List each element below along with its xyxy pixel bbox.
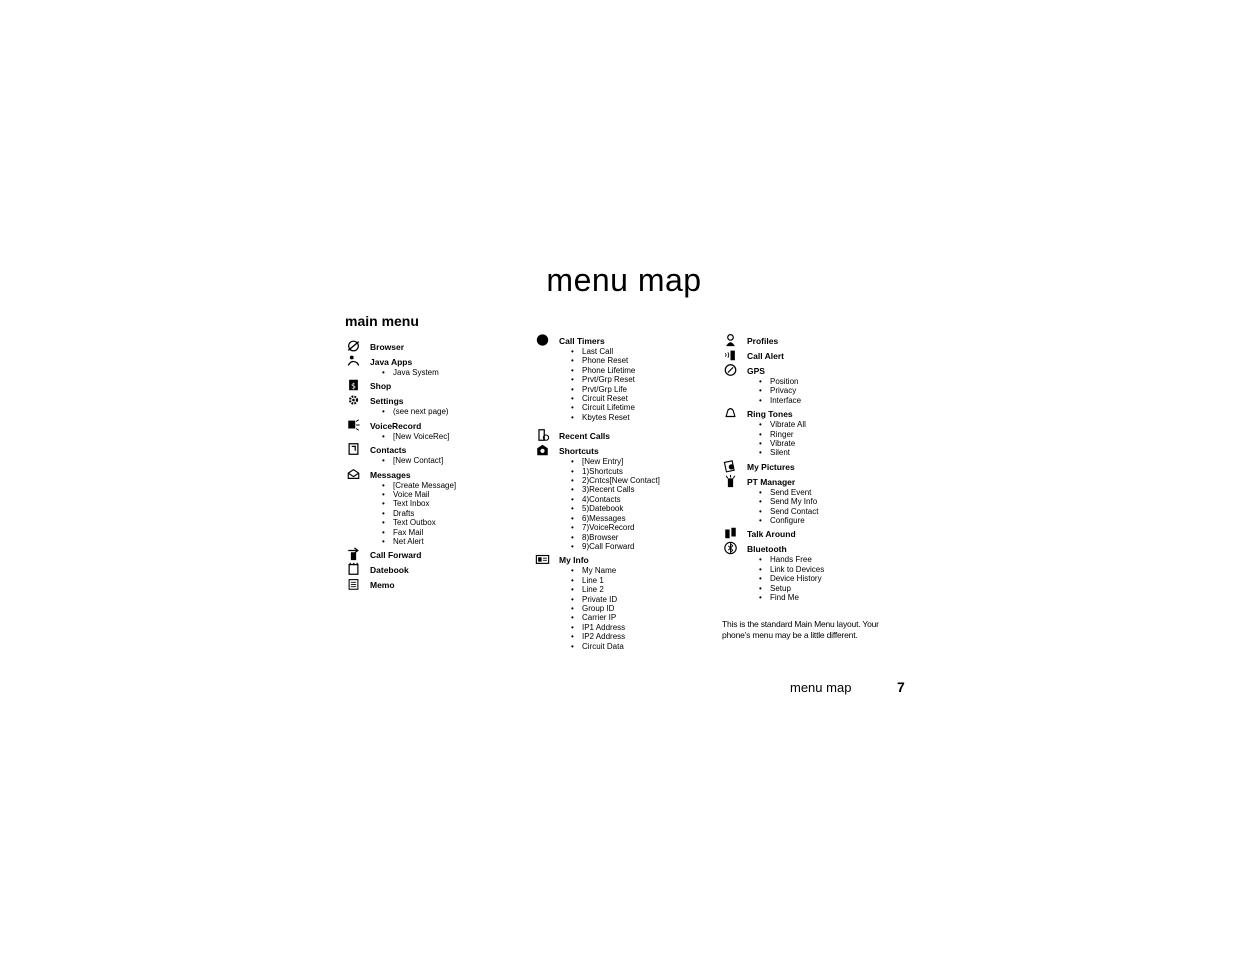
menu-entry [345,467,525,547]
menu-entry-label: Call Alert [747,351,785,361]
submenu-item: • Prvt/Grp Reset [571,375,714,384]
submenu-item: • Drafts [382,509,525,518]
submenu-item: • Group ID [571,604,714,613]
submenu-item: • Fax Mail [382,528,525,537]
submenu-item: • 5)Datebook [571,504,714,513]
menu-entry-label: VoiceRecord [370,420,422,431]
menu-entry-label: Browser [370,342,405,352]
section-heading: main menu [345,313,419,329]
submenu-item: • 9)Call Forward [571,542,714,551]
submenu-item: • [New Entry] [571,457,714,466]
submenu-item: • Text Outbox [382,518,525,527]
menu-entry-label: PT Manager [747,476,796,487]
my-pictures-icon [722,459,738,473]
menu-entry-label: Recent Calls [559,431,611,442]
submenu-list [370,368,525,377]
menu-entry-label: Talk Around [747,529,796,540]
settings-icon [345,393,361,407]
submenu-item: • Find Me [759,593,902,602]
menu-entry-label: Bluetooth [747,544,787,555]
submenu-item: • Send Event [759,488,902,497]
submenu-item: • 8)Browser [571,533,714,542]
submenu-item: • Privacy [759,386,902,395]
browser-icon [345,339,361,353]
menu-column-3 [722,333,902,641]
submenu-item: • IP2 Address [571,632,714,641]
submenu-item: • Phone Lifetime [571,366,714,375]
menu-column-2 [534,333,714,652]
footer-section-label: menu map [790,680,852,695]
submenu-list [559,347,714,422]
submenu-item: • Phone Reset [571,356,714,365]
submenu-item: • Java System [382,368,525,377]
menu-entry-label: Shortcuts [559,446,599,457]
my-info-icon [534,552,550,566]
submenu-list [370,456,525,465]
menu-entry-label: Call Timers [559,336,605,346]
call-alert-icon [722,348,738,362]
menu-entry [345,562,525,576]
submenu-item: • Interface [759,396,902,405]
submenu-item: • Net Alert [382,537,525,546]
menu-entry [534,333,714,422]
profiles-icon [722,333,738,347]
submenu-item: • 6)Messages [571,514,714,523]
page-number: 7 [897,679,905,695]
submenu-item: • Last Call [571,347,714,356]
menu-entry [345,547,525,561]
menu-entry-label: Call Forward [370,550,422,561]
menu-entry [722,459,902,473]
submenu-list [559,566,714,651]
menu-entry-label: My Info [559,555,589,566]
submenu-item: • Carrier IP [571,613,714,622]
messages-icon [345,467,361,481]
bluetooth-icon [722,541,738,555]
java-apps-icon [345,354,361,368]
submenu-item: • Setup [759,584,902,593]
menu-entry [722,333,902,347]
menu-entry-label: Contacts [370,445,407,456]
menu-entry [345,393,525,416]
submenu-list [747,555,902,602]
submenu-item: • (see next page) [382,407,525,416]
submenu-item: • Link to Devices [759,565,902,574]
menu-entry-label: Shop [370,381,392,392]
submenu-item: • Hands Free [759,555,902,564]
submenu-item: • Text Inbox [382,499,525,508]
submenu-item: • Vibrate All [759,420,902,429]
menu-entry [722,363,902,405]
submenu-item: • IP1 Address [571,623,714,632]
menu-entry [345,577,525,591]
submenu-item: • Configure [759,516,902,525]
submenu-item: • Line 2 [571,585,714,594]
submenu-item: • Kbytes Reset [571,413,714,422]
menu-column-3-items [722,333,902,603]
menu-entry [534,443,714,551]
submenu-item: • Ringer [759,430,902,439]
submenu-item: • Circuit Lifetime [571,403,714,412]
submenu-list [747,488,902,526]
page-title: menu map [546,262,702,298]
submenu-item: • [Create Message] [382,481,525,490]
menu-column-1 [345,339,525,592]
gps-icon [722,363,738,377]
submenu-list [747,420,902,458]
submenu-item: • Silent [759,448,902,457]
submenu-item: • Send My Info [759,497,902,506]
submenu-list [370,481,525,547]
submenu-item: • Line 1 [571,576,714,585]
menu-entry-label: Datebook [370,565,409,576]
pt-manager-icon [722,474,738,488]
submenu-item: • Circuit Data [571,642,714,651]
menu-entry [722,348,902,362]
submenu-item: • Device History [759,574,902,583]
call-timers-icon [534,333,550,347]
menu-entry-label: My Pictures [747,461,795,472]
menu-entry [345,378,525,392]
submenu-item: • My Name [571,566,714,575]
talk-around-icon [722,526,738,540]
submenu-item: • 1)Shortcuts [571,467,714,476]
submenu-item: • 4)Contacts [571,495,714,504]
submenu-list [559,457,714,551]
menu-entry [534,428,714,442]
menu-entry [722,474,902,526]
menu-entry-label: Settings [370,396,404,407]
submenu-item: • Circuit Reset [571,394,714,403]
submenu-item: • Private ID [571,595,714,604]
submenu-item: • Send Contact [759,507,902,516]
menu-entry-label: Java Apps [370,357,413,367]
menu-entry [722,406,902,458]
menu-entry-label: GPS [747,366,765,376]
shortcuts-icon [534,443,550,457]
contacts-icon [345,442,361,456]
submenu-item: • 3)Recent Calls [571,485,714,494]
call-forward-icon [345,547,361,561]
submenu-item: • Prvt/Grp Life [571,385,714,394]
menu-entry [345,442,525,465]
menu-entry [722,541,902,602]
voice-record-icon [345,418,361,432]
submenu-item: • Vibrate [759,439,902,448]
svg-text:$: $ [350,381,356,391]
menu-entry [345,354,525,377]
menu-entry [345,418,525,441]
menu-entry-label: Ring Tones [747,409,793,420]
submenu-item: • 2)Cntcs[New Contact] [571,476,714,485]
submenu-list [747,377,902,405]
submenu-item: • 7)VoiceRecord [571,523,714,532]
menu-entry [722,526,902,540]
submenu-item: • Position [759,377,902,386]
menu-entry [534,552,714,651]
submenu-item: • [New Contact] [382,456,525,465]
menu-entry [345,339,525,353]
datebook-icon [345,562,361,576]
memo-icon [345,577,361,591]
ring-tones-icon [722,406,738,420]
recent-calls-icon [534,428,550,442]
submenu-item: • [New VoiceRec] [382,432,525,441]
layout-note: This is the standard Main Menu layout. Your phone’s menu may be a little different. [722,618,879,640]
menu-entry-label: Memo [370,580,395,591]
submenu-item: • Voice Mail [382,490,525,499]
submenu-list [370,407,525,416]
menu-entry-label: Messages [370,469,411,480]
menu-entry-label: Profiles [747,336,779,346]
submenu-list [370,432,525,441]
shop-icon [345,378,361,392]
